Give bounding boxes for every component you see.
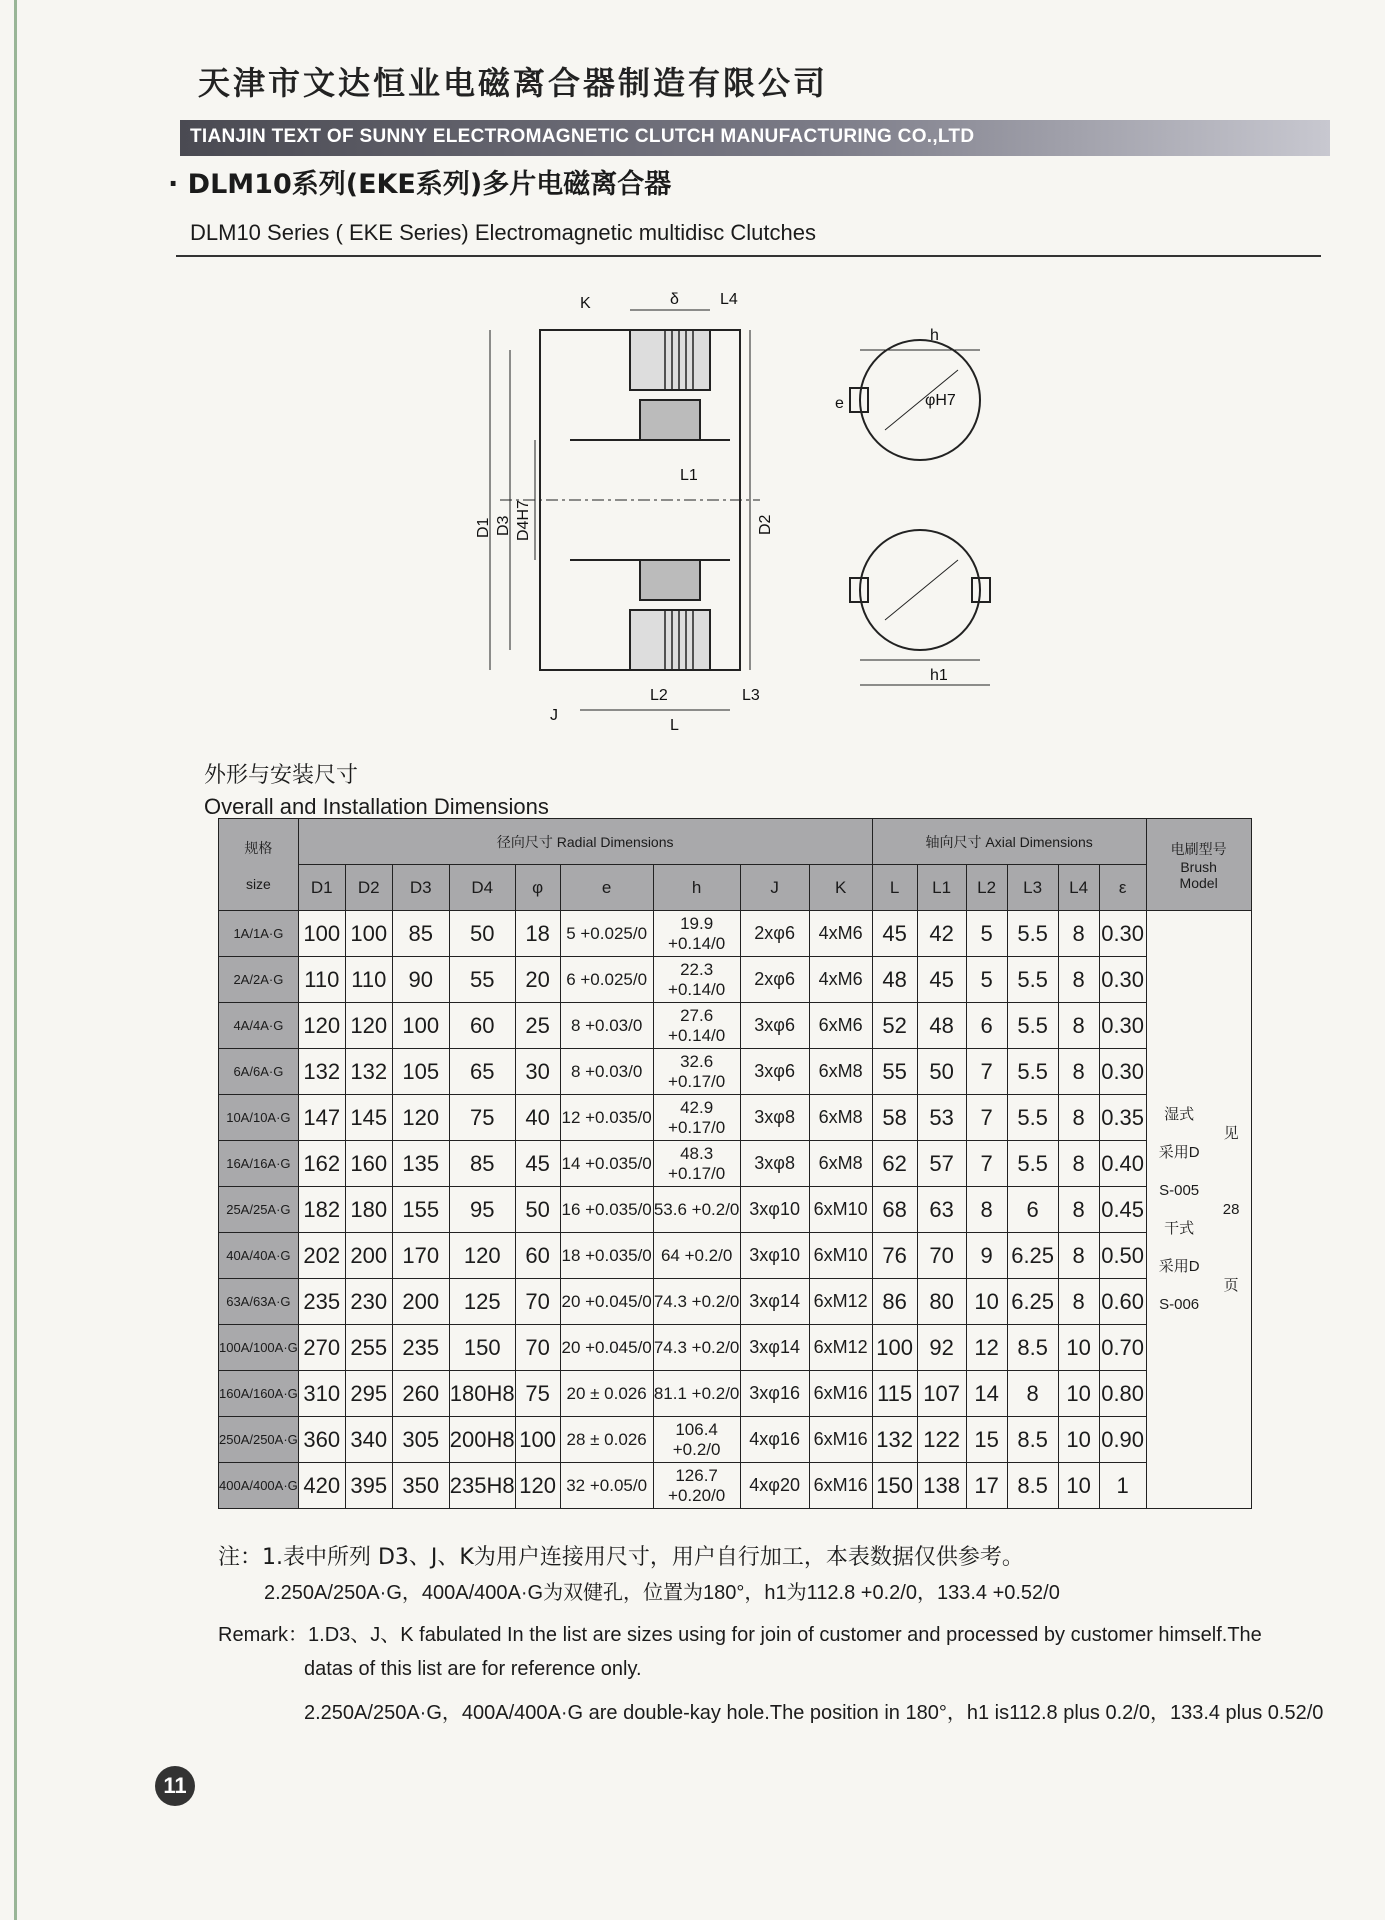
cell-d3: 350 [392, 1463, 449, 1509]
table-row [219, 957, 1252, 1003]
cell-h: 27.6 +0.14/0 [653, 1003, 740, 1049]
cell-j: 3xφ6 [740, 1049, 809, 1095]
cell-j: 3xφ10 [740, 1233, 809, 1279]
label-h1: h1 [930, 667, 948, 684]
cell-d4: 75 [449, 1095, 515, 1141]
header-brush [1146, 819, 1251, 911]
table-row [219, 1463, 1252, 1509]
cell-l1: 42 [917, 911, 966, 957]
cell-d1: 270 [298, 1325, 345, 1371]
dimension-table [218, 818, 1252, 1509]
cell-l: 62 [872, 1141, 917, 1187]
cell-eps: 0.30 [1099, 957, 1146, 1003]
size-cell: 6A/6A·G [219, 1049, 299, 1095]
cell-l: 68 [872, 1187, 917, 1233]
cell-k: 6xM12 [809, 1279, 872, 1325]
cell-l1: 70 [917, 1233, 966, 1279]
cell-e: 28 ± 0.026 [560, 1417, 653, 1463]
cell-d3: 305 [392, 1417, 449, 1463]
cell-e: 20 ± 0.026 [560, 1371, 653, 1417]
cell-d4: 200H8 [449, 1417, 515, 1463]
cell-phi: 70 [515, 1279, 560, 1325]
column-header: e [560, 865, 653, 911]
cell-l2: 15 [966, 1417, 1007, 1463]
cell-j: 3xφ14 [740, 1279, 809, 1325]
cell-h: 48.3 +0.17/0 [653, 1141, 740, 1187]
cell-l: 48 [872, 957, 917, 1003]
header-radial: 径向尺寸 Radial Dimensions [298, 819, 872, 865]
column-header: φ [515, 865, 560, 911]
table-row [219, 1003, 1252, 1049]
cell-l4: 10 [1058, 1371, 1099, 1417]
cell-d4: 85 [449, 1141, 515, 1187]
table-row [219, 1141, 1252, 1187]
cell-phi: 50 [515, 1187, 560, 1233]
header-size-en: size [245, 875, 271, 892]
cell-d3: 155 [392, 1187, 449, 1233]
cell-d4: 150 [449, 1325, 515, 1371]
cell-d2: 340 [345, 1417, 392, 1463]
cell-h: 53.6 +0.2/0 [653, 1187, 740, 1233]
cell-d1: 120 [298, 1003, 345, 1049]
table-row [219, 911, 1252, 957]
column-header: K [809, 865, 872, 911]
column-header: L3 [1007, 865, 1058, 911]
cell-l3: 8.5 [1007, 1417, 1058, 1463]
header-brush-cn: 电刷型号 [1170, 840, 1227, 857]
cell-k: 6xM16 [809, 1417, 872, 1463]
cell-l: 86 [872, 1279, 917, 1325]
cell-phi: 18 [515, 911, 560, 957]
cell-d3: 135 [392, 1141, 449, 1187]
cell-phi: 60 [515, 1233, 560, 1279]
cell-l2: 7 [966, 1141, 1007, 1187]
table-body [219, 911, 1252, 1509]
cell-d3: 90 [392, 957, 449, 1003]
cell-eps: 0.60 [1099, 1279, 1146, 1325]
cell-phi: 45 [515, 1141, 560, 1187]
cell-phi: 75 [515, 1371, 560, 1417]
cell-e: 6 +0.025/0 [560, 957, 653, 1003]
cell-d2: 145 [345, 1095, 392, 1141]
cell-j: 4xφ20 [740, 1463, 809, 1509]
cell-k: 6xM12 [809, 1325, 872, 1371]
cell-l4: 8 [1058, 1233, 1099, 1279]
cell-l3: 5.5 [1007, 957, 1058, 1003]
column-header-row [219, 865, 1252, 911]
cell-l2: 5 [966, 911, 1007, 957]
cell-h: 106.4 +0.2/0 [653, 1417, 740, 1463]
cell-d2: 295 [345, 1371, 392, 1417]
table-row [219, 1187, 1252, 1233]
cell-l1: 57 [917, 1141, 966, 1187]
cell-l: 58 [872, 1095, 917, 1141]
cell-l3: 8.5 [1007, 1463, 1058, 1509]
cell-eps: 1 [1099, 1463, 1146, 1509]
cell-e: 20 +0.045/0 [560, 1325, 653, 1371]
cell-l1: 50 [917, 1049, 966, 1095]
label-L: L [670, 717, 679, 734]
size-cell: 1A/1A·G [219, 911, 299, 957]
label-D4H7: D4H7 [515, 500, 532, 541]
cell-l2: 5 [966, 957, 1007, 1003]
cell-e: 8 +0.03/0 [560, 1003, 653, 1049]
cell-d1: 182 [298, 1187, 345, 1233]
cell-e: 32 +0.05/0 [560, 1463, 653, 1509]
size-cell: 2A/2A·G [219, 957, 299, 1003]
cell-j: 3xφ10 [740, 1187, 809, 1233]
cell-l: 76 [872, 1233, 917, 1279]
cell-h: 42.9 +0.17/0 [653, 1095, 740, 1141]
cell-d4: 60 [449, 1003, 515, 1049]
size-cell: 400A/400A·G [219, 1463, 299, 1509]
header-brush-en1: Brush [1180, 858, 1217, 875]
size-cell: 4A/4A·G [219, 1003, 299, 1049]
note-cn-2: 2.250A/250A·G，400A/400A·G为双健孔，位置为180°，h1为112.8 +0.2/0，133.4 +0.52/0 [264, 1582, 1060, 1604]
note-en-1: Remark：1.D3、J、K fabulated In the list are sizes using for join of customer and processed by customer himself.The [218, 1624, 1262, 1646]
cell-l4: 8 [1058, 1279, 1099, 1325]
cell-d3: 85 [392, 911, 449, 957]
label-J: J [550, 707, 558, 724]
cell-l1: 122 [917, 1417, 966, 1463]
cell-phi: 25 [515, 1003, 560, 1049]
cell-l: 45 [872, 911, 917, 957]
cell-l1: 92 [917, 1325, 966, 1371]
cell-d4: 50 [449, 911, 515, 957]
cell-l4: 8 [1058, 1141, 1099, 1187]
cell-d2: 180 [345, 1187, 392, 1233]
cell-l3: 5.5 [1007, 1003, 1058, 1049]
cell-l3: 8 [1007, 1371, 1058, 1417]
label-L1: L1 [680, 467, 698, 484]
cell-d3: 170 [392, 1233, 449, 1279]
column-header: L [872, 865, 917, 911]
cell-l3: 8.5 [1007, 1325, 1058, 1371]
cell-j: 3xφ6 [740, 1003, 809, 1049]
cell-d3: 105 [392, 1049, 449, 1095]
cell-d2: 120 [345, 1003, 392, 1049]
cell-d4: 55 [449, 957, 515, 1003]
label-D2: D2 [757, 514, 774, 535]
cell-k: 6xM8 [809, 1141, 872, 1187]
cell-e: 20 +0.045/0 [560, 1279, 653, 1325]
page-number: 11 [155, 1766, 195, 1806]
cell-eps: 0.50 [1099, 1233, 1146, 1279]
cell-l1: 138 [917, 1463, 966, 1509]
label-h: h [930, 327, 939, 344]
cell-d2: 110 [345, 957, 392, 1003]
column-header: ε [1099, 865, 1146, 911]
cell-j: 3xφ14 [740, 1325, 809, 1371]
cell-l1: 63 [917, 1187, 966, 1233]
cell-l2: 9 [966, 1233, 1007, 1279]
cell-l4: 8 [1058, 1049, 1099, 1095]
size-cell: 250A/250A·G [219, 1417, 299, 1463]
cell-eps: 0.30 [1099, 1049, 1146, 1095]
cell-d1: 235 [298, 1279, 345, 1325]
cell-d1: 132 [298, 1049, 345, 1095]
cell-l4: 10 [1058, 1463, 1099, 1509]
size-cell: 100A/100A·G [219, 1325, 299, 1371]
cell-j: 2xφ6 [740, 911, 809, 957]
cell-j: 2xφ6 [740, 957, 809, 1003]
cell-eps: 0.90 [1099, 1417, 1146, 1463]
size-cell: 16A/16A·G [219, 1141, 299, 1187]
cell-h: 74.3 +0.2/0 [653, 1279, 740, 1325]
title-divider [176, 255, 1321, 257]
cell-phi: 100 [515, 1417, 560, 1463]
size-cell: 10A/10A·G [219, 1095, 299, 1141]
cell-l2: 7 [966, 1095, 1007, 1141]
cell-l3: 6 [1007, 1187, 1058, 1233]
cell-l4: 10 [1058, 1325, 1099, 1371]
cell-e: 12 +0.035/0 [560, 1095, 653, 1141]
cell-k: 4xM6 [809, 957, 872, 1003]
cell-d2: 255 [345, 1325, 392, 1371]
cell-l3: 6.25 [1007, 1279, 1058, 1325]
cell-phi: 120 [515, 1463, 560, 1509]
cell-l1: 107 [917, 1371, 966, 1417]
cell-e: 5 +0.025/0 [560, 911, 653, 957]
table-row [219, 1279, 1252, 1325]
cell-d2: 160 [345, 1141, 392, 1187]
company-name-cn: 天津市文达恒业电磁离合器制造有限公司 [198, 64, 829, 102]
header-size-cn: 规格 [244, 839, 273, 856]
cell-eps: 0.30 [1099, 1003, 1146, 1049]
cell-l3: 5.5 [1007, 1141, 1058, 1187]
label-L2: L2 [650, 687, 668, 704]
section-title-en: Overall and Installation Dimensions [204, 794, 549, 819]
cell-h: 22.3 +0.14/0 [653, 957, 740, 1003]
cell-h: 32.6 +0.17/0 [653, 1049, 740, 1095]
cell-phi: 70 [515, 1325, 560, 1371]
cell-d3: 260 [392, 1371, 449, 1417]
cell-l2: 10 [966, 1279, 1007, 1325]
table-row [219, 1417, 1252, 1463]
cell-d3: 120 [392, 1095, 449, 1141]
brush-ref-text: 见28页 [1222, 1124, 1240, 1294]
column-header: J [740, 865, 809, 911]
label-D3: D3 [495, 515, 512, 536]
cell-l2: 12 [966, 1325, 1007, 1371]
table-row [219, 1371, 1252, 1417]
cell-d1: 202 [298, 1233, 345, 1279]
cell-l4: 8 [1058, 1003, 1099, 1049]
cell-d2: 200 [345, 1233, 392, 1279]
label-L3: L3 [742, 687, 760, 704]
cell-k: 6xM8 [809, 1049, 872, 1095]
cell-eps: 0.40 [1099, 1141, 1146, 1187]
cell-d3: 200 [392, 1279, 449, 1325]
cell-h: 74.3 +0.2/0 [653, 1325, 740, 1371]
cell-d1: 147 [298, 1095, 345, 1141]
cell-d1: 110 [298, 957, 345, 1003]
cell-l3: 5.5 [1007, 1049, 1058, 1095]
cell-d1: 162 [298, 1141, 345, 1187]
cell-d4: 120 [449, 1233, 515, 1279]
brush-model-text: 湿式采用DS-005干式采用DS-006 [1158, 1105, 1200, 1313]
column-header: L4 [1058, 865, 1099, 911]
header-axial: 轴向尺寸 Axial Dimensions [872, 819, 1146, 865]
size-cell: 25A/25A·G [219, 1187, 299, 1233]
cell-l2: 8 [966, 1187, 1007, 1233]
cell-l: 115 [872, 1371, 917, 1417]
cell-eps: 0.70 [1099, 1325, 1146, 1371]
cell-l2: 7 [966, 1049, 1007, 1095]
cell-d2: 132 [345, 1049, 392, 1095]
cell-l: 52 [872, 1003, 917, 1049]
cell-l4: 10 [1058, 1417, 1099, 1463]
cell-k: 6xM8 [809, 1095, 872, 1141]
cell-l4: 8 [1058, 1095, 1099, 1141]
label-L4: L4 [720, 291, 738, 308]
note-cn-1: 注：1.表中所列 D3、J、K为用户连接用尺寸，用户自行加工，本表数据仅供参考。 [218, 1545, 1024, 1570]
cell-l2: 6 [966, 1003, 1007, 1049]
column-header: D4 [449, 865, 515, 911]
cell-l: 132 [872, 1417, 917, 1463]
cell-l: 55 [872, 1049, 917, 1095]
cell-d2: 230 [345, 1279, 392, 1325]
cell-l1: 48 [917, 1003, 966, 1049]
column-header: h [653, 865, 740, 911]
cell-d4: 125 [449, 1279, 515, 1325]
brush-model-cell [1146, 911, 1251, 1509]
cell-h: 64 +0.2/0 [653, 1233, 740, 1279]
cell-k: 6xM16 [809, 1371, 872, 1417]
size-cell: 160A/160A·G [219, 1371, 299, 1417]
size-cell: 40A/40A·G [219, 1233, 299, 1279]
size-cell: 63A/63A·G [219, 1279, 299, 1325]
cell-l2: 17 [966, 1463, 1007, 1509]
clutch-drawing [475, 290, 1040, 750]
cell-j: 3xφ8 [740, 1095, 809, 1141]
cell-h: 19.9 +0.14/0 [653, 911, 740, 957]
cell-e: 14 +0.035/0 [560, 1141, 653, 1187]
cell-d4: 95 [449, 1187, 515, 1233]
label-phiH7: φH7 [925, 392, 956, 409]
cell-l3: 6.25 [1007, 1233, 1058, 1279]
cell-d3: 100 [392, 1003, 449, 1049]
cell-l1: 45 [917, 957, 966, 1003]
cell-k: 6xM6 [809, 1003, 872, 1049]
cell-d1: 360 [298, 1417, 345, 1463]
column-header: D3 [392, 865, 449, 911]
label-e: e [835, 395, 844, 412]
cell-d1: 420 [298, 1463, 345, 1509]
table-row [219, 1233, 1252, 1279]
cell-j: 3xφ8 [740, 1141, 809, 1187]
label-delta: δ [670, 291, 679, 308]
series-title-cn-text: DLM10系列(EKE系列)多片电磁离合器 [187, 169, 672, 200]
cell-d3: 235 [392, 1325, 449, 1371]
left-edge-rule [14, 0, 17, 1920]
cell-phi: 40 [515, 1095, 560, 1141]
note-en-3: 2.250A/250A·G，400A/400A·G are double-kay hole.The position in 180°，h1 is112.8 plus 0.2/0，133.4 plus 0.52/0 [304, 1702, 1324, 1724]
cell-k: 6xM10 [809, 1233, 872, 1279]
cell-d4: 65 [449, 1049, 515, 1095]
cell-l4: 8 [1058, 957, 1099, 1003]
label-D1: D1 [475, 517, 492, 538]
cell-l2: 14 [966, 1371, 1007, 1417]
cell-eps: 0.80 [1099, 1371, 1146, 1417]
note-en-2: datas of this list are for reference only. [304, 1658, 642, 1680]
cell-phi: 20 [515, 957, 560, 1003]
cell-d2: 395 [345, 1463, 392, 1509]
cell-d1: 100 [298, 911, 345, 957]
column-header: L1 [917, 865, 966, 911]
table-row [219, 1325, 1252, 1371]
cell-l4: 8 [1058, 911, 1099, 957]
cell-l4: 8 [1058, 1187, 1099, 1233]
company-name-en: TIANJIN TEXT OF SUNNY ELECTROMAGNETIC CLUTCH MANUFACTURING CO.,LTD [190, 126, 975, 147]
cell-e: 18 +0.035/0 [560, 1233, 653, 1279]
cell-d2: 100 [345, 911, 392, 957]
cell-j: 4xφ16 [740, 1417, 809, 1463]
section-title-cn: 外形与安装尺寸 [204, 763, 359, 788]
cell-l1: 53 [917, 1095, 966, 1141]
label-K: K [580, 295, 591, 312]
cell-j: 3xφ16 [740, 1371, 809, 1417]
company-name-banner [180, 120, 1330, 156]
cell-l: 100 [872, 1325, 917, 1371]
cell-k: 6xM16 [809, 1463, 872, 1509]
cell-h: 126.7 +0.20/0 [653, 1463, 740, 1509]
table-row [219, 1049, 1252, 1095]
column-header: D1 [298, 865, 345, 911]
cell-e: 8 +0.03/0 [560, 1049, 653, 1095]
cell-phi: 30 [515, 1049, 560, 1095]
table-row [219, 1095, 1252, 1141]
cell-eps: 0.45 [1099, 1187, 1146, 1233]
cell-d4: 235H8 [449, 1463, 515, 1509]
cell-l3: 5.5 [1007, 911, 1058, 957]
column-header: D2 [345, 865, 392, 911]
cell-l: 150 [872, 1463, 917, 1509]
cell-d4: 180H8 [449, 1371, 515, 1417]
cell-l3: 5.5 [1007, 1095, 1058, 1141]
cell-k: 6xM10 [809, 1187, 872, 1233]
series-title-en: DLM10 Series ( EKE Series) Electromagnetic multidisc Clutches [190, 220, 817, 245]
header-brush-en2: Model [1179, 874, 1218, 891]
column-header: L2 [966, 865, 1007, 911]
cell-d1: 310 [298, 1371, 345, 1417]
cell-eps: 0.30 [1099, 911, 1146, 957]
cell-h: 81.1 +0.2/0 [653, 1371, 740, 1417]
header-size [219, 819, 299, 911]
cell-eps: 0.35 [1099, 1095, 1146, 1141]
series-title-cn: · DLM10系列(EKE系列)多片电磁离合器 [168, 169, 672, 200]
cell-k: 4xM6 [809, 911, 872, 957]
cell-l1: 80 [917, 1279, 966, 1325]
cell-e: 16 +0.035/0 [560, 1187, 653, 1233]
